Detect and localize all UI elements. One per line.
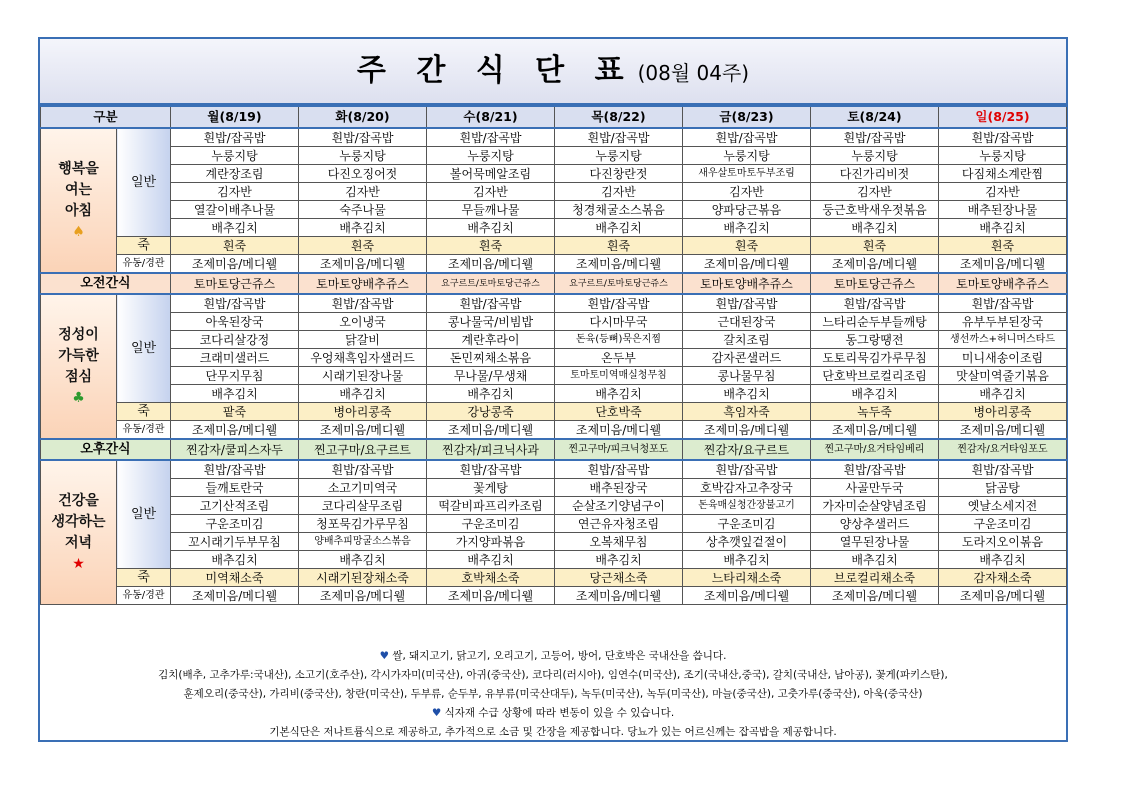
juk-item: 호박채소죽	[427, 569, 555, 587]
menu-item: 김자반	[171, 183, 299, 201]
category-dairy: 유동/경관	[117, 421, 171, 440]
meal-name-line: 행복을	[58, 160, 99, 177]
menu-item: 흰밥/잡곡밥	[683, 294, 811, 313]
note-line-5: 기본식단은 저나트륨식으로 제공하고, 추가적으로 소금 및 간장을 제공합니다. 당뇨가 있는 어르신께는 잡곡밥을 제공합니다.	[269, 726, 837, 738]
menu-item: 숙주나물	[299, 201, 427, 219]
menu-item: 코다리살강정	[171, 331, 299, 349]
table-row	[41, 515, 1067, 533]
menu-item: 다진창란젓	[555, 165, 683, 183]
juk-item: 느타리채소죽	[683, 569, 811, 587]
heart-icon: ♥	[379, 650, 389, 662]
note-origin-domestic	[40, 647, 1066, 666]
snack-item: 찐고구마/피크닉청포도	[555, 439, 683, 460]
menu-item: 흰밥/잡곡밥	[683, 128, 811, 147]
menu-item: 흰밥/잡곡밥	[555, 294, 683, 313]
note-line-2: 김치(배추, 고추가루:국내산), 소고기(호주산), 각시가자미(미국산), 아귀(중국산), 코다리(러시아), 임연수(미국산), 조기(국내산,중국), 갈치(국내산, 남아공), 꽃게(파키스탄),	[158, 669, 948, 681]
menu-item: 구운조미김	[939, 515, 1067, 533]
menu-item: 동그랑땡전	[811, 331, 939, 349]
menu-item: 구운조미김	[683, 515, 811, 533]
dairy-item: 조제미음/메디웰	[555, 255, 683, 274]
weekly-menu-table	[40, 105, 1067, 605]
menu-item: 떡갈비파프리카조림	[427, 497, 555, 515]
menu-item: 돈민찌채소볶음	[427, 349, 555, 367]
menu-item: 흰밥/잡곡밥	[171, 460, 299, 479]
menu-item: 닭갈비	[299, 331, 427, 349]
dairy-item: 조제미음/메디웰	[683, 421, 811, 440]
header-label: 구분	[41, 106, 171, 128]
dairy-item: 조제미음/메디웰	[171, 587, 299, 605]
menu-item: 흰밥/잡곡밥	[811, 460, 939, 479]
table-row	[41, 385, 1067, 403]
menu-item: 순살조기양념구이	[555, 497, 683, 515]
title-week: (08월 04주)	[637, 61, 750, 85]
dairy-item: 조제미음/메디웰	[427, 255, 555, 274]
menu-item: 배추김치	[939, 219, 1067, 237]
menu-item: 온두부	[555, 349, 683, 367]
menu-item: 배추김치	[683, 385, 811, 403]
menu-item: 배추김치	[811, 551, 939, 569]
menu-item: 오이냉국	[299, 313, 427, 331]
menu-item: 콩나물무침	[683, 367, 811, 385]
menu-item: 배추김치	[939, 385, 1067, 403]
header-day: 수(8/21)	[427, 106, 555, 128]
menu-item: 들깨토란국	[171, 479, 299, 497]
category-dairy: 유동/경관	[117, 255, 171, 274]
menu-item: 꽃게탕	[427, 479, 555, 497]
snack-item: 토마토당근쥬스	[171, 273, 299, 294]
menu-item: 둥근호박새우젓볶음	[811, 201, 939, 219]
menu-item: 단호박브로컬리조림	[811, 367, 939, 385]
menu-item: 사골만두국	[811, 479, 939, 497]
dairy-item: 조제미음/메디웰	[683, 255, 811, 274]
dairy-item: 조제미음/메디웰	[555, 587, 683, 605]
menu-item: 도토리묵김가루무침	[811, 349, 939, 367]
header-day: 토(8/24)	[811, 106, 939, 128]
menu-item: 청경채굴소스볶음	[555, 201, 683, 219]
menu-item: 청포묵김가루무침	[299, 515, 427, 533]
am_snack-label: 오전간식	[41, 273, 171, 294]
menu-item: 갈치조림	[683, 331, 811, 349]
menu-item: 김자반	[939, 183, 1067, 201]
menu-item: 흰밥/잡곡밥	[171, 294, 299, 313]
menu-item: 김자반	[299, 183, 427, 201]
juk-item: 흰죽	[427, 237, 555, 255]
juk-item: 녹두죽	[811, 403, 939, 421]
juk-item: 흰죽	[299, 237, 427, 255]
dairy-item: 조제미음/메디웰	[171, 421, 299, 440]
meal-name-line: 아침	[64, 202, 93, 219]
menu-item: 구운조미김	[171, 515, 299, 533]
menu-item: 흰밥/잡곡밥	[427, 460, 555, 479]
menu-item: 양상추샐러드	[811, 515, 939, 533]
menu-item: 누룽지탕	[427, 147, 555, 165]
table-row	[41, 421, 1067, 440]
menu-item: 고기산적조림	[171, 497, 299, 515]
header-day: 금(8/23)	[683, 106, 811, 128]
menu-item: 열무된장나물	[811, 533, 939, 551]
menu-item: 배추김치	[299, 219, 427, 237]
juk-item: 흰죽	[555, 237, 683, 255]
meal-name-line: 점심	[64, 368, 93, 385]
juk-item: 단호박죽	[555, 403, 683, 421]
category-dairy: 유동/경관	[117, 587, 171, 605]
snack-item: 찐감자/요구르트	[683, 439, 811, 460]
menu-item: 누룽지탕	[299, 147, 427, 165]
menu-item: 다짐채소계란찜	[939, 165, 1067, 183]
juk-item: 병아리콩죽	[939, 403, 1067, 421]
table-row	[41, 255, 1067, 274]
menu-item: 배추김치	[299, 551, 427, 569]
table-row	[41, 237, 1067, 255]
menu-item: 배추김치	[427, 219, 555, 237]
meal-name-line: 여는	[64, 181, 93, 198]
category-general: 일반	[117, 128, 171, 237]
notes-section	[40, 647, 1066, 742]
menu-item: 구운조미김	[427, 515, 555, 533]
spade-icon: ♠	[72, 223, 85, 240]
dairy-item: 조제미음/메디웰	[299, 587, 427, 605]
menu-item: 소고기미역국	[299, 479, 427, 497]
menu-item: 느타리순두부들깨탕	[811, 313, 939, 331]
table-row	[41, 183, 1067, 201]
menu-item: 배추김치	[171, 385, 299, 403]
menu-item: 돈육매실청간장불고기	[683, 497, 811, 515]
menu-item: 다시마무국	[555, 313, 683, 331]
menu-item: 누룽지탕	[171, 147, 299, 165]
juk-item: 흰죽	[939, 237, 1067, 255]
menu-item: 계란후라이	[427, 331, 555, 349]
juk-item: 미역채소죽	[171, 569, 299, 587]
menu-item: 배추김치	[683, 551, 811, 569]
table-row	[41, 367, 1067, 385]
dairy-item: 조제미음/메디웰	[299, 255, 427, 274]
header-day: 월(8/19)	[171, 106, 299, 128]
table-row	[41, 460, 1067, 479]
menu-item: 흰밥/잡곡밥	[299, 460, 427, 479]
dairy-item: 조제미음/메디웰	[811, 255, 939, 274]
table-row	[41, 331, 1067, 349]
menu-item: 연근유자청조림	[555, 515, 683, 533]
dairy-item: 조제미음/메디웰	[811, 587, 939, 605]
juk-item: 흑임자죽	[683, 403, 811, 421]
juk-item: 병아리콩죽	[299, 403, 427, 421]
juk-item: 시래기된장채소죽	[299, 569, 427, 587]
meal-name-line: 가득한	[58, 347, 99, 364]
menu-frame	[38, 37, 1068, 742]
menu-item: 배추김치	[299, 385, 427, 403]
menu-item: 다진가리비젓	[811, 165, 939, 183]
menu-item: 흰밥/잡곡밥	[555, 128, 683, 147]
menu-item: 콩나물국/비빔밥	[427, 313, 555, 331]
club-icon: ♣	[72, 389, 85, 406]
menu-item: 김자반	[427, 183, 555, 201]
note-supply	[40, 704, 1066, 723]
star-icon: ★	[72, 555, 85, 572]
menu-item: 누룽지탕	[939, 147, 1067, 165]
menu-item: 양파당근볶음	[683, 201, 811, 219]
menu-item: 흰밥/잡곡밥	[683, 460, 811, 479]
snack-item: 요구르트/토마토당근쥬스	[555, 273, 683, 294]
menu-item: 새우살토마토두부조림	[683, 165, 811, 183]
menu-item: 감자콘샐러드	[683, 349, 811, 367]
menu-item: 가자미순살양념조림	[811, 497, 939, 515]
menu-item: 우엉채흑임자샐러드	[299, 349, 427, 367]
menu-item: 볼어묵메알조림	[427, 165, 555, 183]
menu-item: 크래미샐러드	[171, 349, 299, 367]
table-row	[41, 551, 1067, 569]
snack-item: 토마토양배추쥬스	[299, 273, 427, 294]
menu-item: 김자반	[555, 183, 683, 201]
table-row	[41, 313, 1067, 331]
menu-item: 다진오징어젓	[299, 165, 427, 183]
menu-item: 무들깨나물	[427, 201, 555, 219]
snack-row	[41, 439, 1067, 460]
category-general: 일반	[117, 294, 171, 403]
menu-item: 배추김치	[683, 219, 811, 237]
menu-item: 흰밥/잡곡밥	[299, 294, 427, 313]
menu-item: 배추김치	[171, 551, 299, 569]
menu-item: 흰밥/잡곡밥	[939, 460, 1067, 479]
table-row	[41, 569, 1067, 587]
menu-item: 누룽지탕	[811, 147, 939, 165]
page-title	[40, 39, 1066, 105]
menu-item: 배추김치	[427, 385, 555, 403]
juk-item: 흰죽	[683, 237, 811, 255]
meal-name-line: 생각하는	[51, 513, 106, 530]
juk-item: 당근채소죽	[555, 569, 683, 587]
table-row	[41, 165, 1067, 183]
menu-item: 생선까스+허니머스타드	[939, 331, 1067, 349]
dairy-item: 조제미음/메디웰	[299, 421, 427, 440]
table-row	[41, 403, 1067, 421]
menu-item: 근대된장국	[683, 313, 811, 331]
snack-item: 찐감자/요거타임포도	[939, 439, 1067, 460]
table-row	[41, 219, 1067, 237]
menu-item: 배추김치	[811, 385, 939, 403]
menu-item: 배추김치	[811, 219, 939, 237]
breakfast-label	[41, 128, 117, 273]
menu-item: 단무지무침	[171, 367, 299, 385]
menu-item: 도라지오이볶음	[939, 533, 1067, 551]
title-main: 주 간 식 단 표	[356, 53, 634, 88]
menu-item: 옛날소세지전	[939, 497, 1067, 515]
menu-item: 배추김치	[555, 219, 683, 237]
juk-item: 브로컬리채소죽	[811, 569, 939, 587]
menu-item: 미니새송이조림	[939, 349, 1067, 367]
dairy-item: 조제미음/메디웰	[939, 421, 1067, 440]
pm_snack-label: 오후간식	[41, 439, 171, 460]
menu-item: 흰밥/잡곡밥	[299, 128, 427, 147]
category-juk: 죽	[117, 237, 171, 255]
menu-item: 맛살미역줄기볶음	[939, 367, 1067, 385]
menu-item: 흰밥/잡곡밥	[811, 128, 939, 147]
menu-item: 배추된장국	[555, 479, 683, 497]
menu-item: 계란장조림	[171, 165, 299, 183]
menu-item: 꼬시래기두부무침	[171, 533, 299, 551]
table-row	[41, 497, 1067, 515]
menu-item: 무나물/무생채	[427, 367, 555, 385]
menu-item: 김자반	[811, 183, 939, 201]
menu-item: 코다리살무조림	[299, 497, 427, 515]
heart-icon: ♥	[431, 707, 442, 719]
menu-item: 배추김치	[427, 551, 555, 569]
menu-item: 흰밥/잡곡밥	[811, 294, 939, 313]
menu-item: 배추김치	[171, 219, 299, 237]
menu-item: 흰밥/잡곡밥	[939, 294, 1067, 313]
menu-item: 시래기된장나물	[299, 367, 427, 385]
table-row	[41, 587, 1067, 605]
snack-item: 찐감자/피크닉사과	[427, 439, 555, 460]
snack-item: 토마토양배추쥬스	[939, 273, 1067, 294]
menu-item: 흰밥/잡곡밥	[555, 460, 683, 479]
menu-item: 흰밥/잡곡밥	[427, 128, 555, 147]
note-line-4: 식자재 수급 상황에 따라 변동이 있을 수 있습니다.	[444, 707, 675, 719]
menu-item: 배추김치	[555, 551, 683, 569]
juk-item: 팥죽	[171, 403, 299, 421]
dairy-item: 조제미음/메디웰	[811, 421, 939, 440]
dairy-item: 조제미음/메디웰	[427, 421, 555, 440]
menu-item: 흰밥/잡곡밥	[427, 294, 555, 313]
header-day: 목(8/22)	[555, 106, 683, 128]
category-general: 일반	[117, 460, 171, 569]
menu-item: 배추된장나물	[939, 201, 1067, 219]
menu-item: 호박감자고추장국	[683, 479, 811, 497]
menu-item: 흰밥/잡곡밥	[939, 128, 1067, 147]
menu-item: 누룽지탕	[683, 147, 811, 165]
category-juk: 죽	[117, 569, 171, 587]
note-line-1: 쌀, 돼지고기, 닭고기, 오리고기, 고등어, 방어, 단호박은 국내산을 씁니다.	[392, 650, 727, 662]
meal-name-line: 건강을	[58, 492, 99, 509]
menu-item: 양배추피망굴소스볶음	[299, 533, 427, 551]
dairy-item: 조제미음/메디웰	[427, 587, 555, 605]
snack-item: 토마토당근쥬스	[811, 273, 939, 294]
menu-item: 배추김치	[939, 551, 1067, 569]
table-row	[41, 533, 1067, 551]
snack-row	[41, 273, 1067, 294]
menu-item: 가지양파볶음	[427, 533, 555, 551]
dairy-item: 조제미음/메디웰	[939, 587, 1067, 605]
table-row	[41, 128, 1067, 147]
table-row	[41, 147, 1067, 165]
dairy-item: 조제미음/메디웰	[555, 421, 683, 440]
menu-item: 유부두부된장국	[939, 313, 1067, 331]
table-row	[41, 201, 1067, 219]
snack-item: 토마토양배추쥬스	[683, 273, 811, 294]
menu-item: 누룽지탕	[555, 147, 683, 165]
meal-name-line: 정성이	[58, 326, 99, 343]
juk-item: 강낭콩죽	[427, 403, 555, 421]
table-row	[41, 479, 1067, 497]
dairy-item: 조제미음/메디웰	[171, 255, 299, 274]
juk-item: 흰죽	[811, 237, 939, 255]
category-juk: 죽	[117, 403, 171, 421]
menu-item: 흰밥/잡곡밥	[171, 128, 299, 147]
menu-item: 오복채무침	[555, 533, 683, 551]
lunch-label	[41, 294, 117, 439]
menu-item: 김자반	[683, 183, 811, 201]
snack-item: 요구르트/토마토당근쥬스	[427, 273, 555, 294]
menu-item: 아욱된장국	[171, 313, 299, 331]
note-line-3: 훈제오리(중국산), 가리비(중국산), 창란(미국산), 두부류, 순두부, 유부류(미국산대두), 녹두(미국산), 녹두(미국산), 마늘(중국산), 고춧가루(중국산), 아욱(중국산)	[183, 688, 923, 700]
header-day: 일(8/25)	[939, 106, 1067, 128]
table-row	[41, 294, 1067, 313]
menu-item: 토마토미역매실청무침	[555, 367, 683, 385]
dairy-item: 조제미음/메디웰	[939, 255, 1067, 274]
snack-item: 찐고구마/요구르트	[299, 439, 427, 460]
dinner-label	[41, 460, 117, 605]
menu-item: 상추깻잎겉절이	[683, 533, 811, 551]
table-row	[41, 349, 1067, 367]
juk-item: 흰죽	[171, 237, 299, 255]
header-day: 화(8/20)	[299, 106, 427, 128]
menu-item: 돈육(등뼈)묵은지찜	[555, 331, 683, 349]
snack-item: 찐고구마/요거타임베리	[811, 439, 939, 460]
dairy-item: 조제미음/메디웰	[683, 587, 811, 605]
menu-item: 열갈이배추나물	[171, 201, 299, 219]
menu-item: 배추김치	[555, 385, 683, 403]
meal-name-line: 저녁	[64, 534, 93, 551]
menu-item: 닭곰탕	[939, 479, 1067, 497]
juk-item: 감자채소죽	[939, 569, 1067, 587]
snack-item: 찐감자/쿨피스자두	[171, 439, 299, 460]
